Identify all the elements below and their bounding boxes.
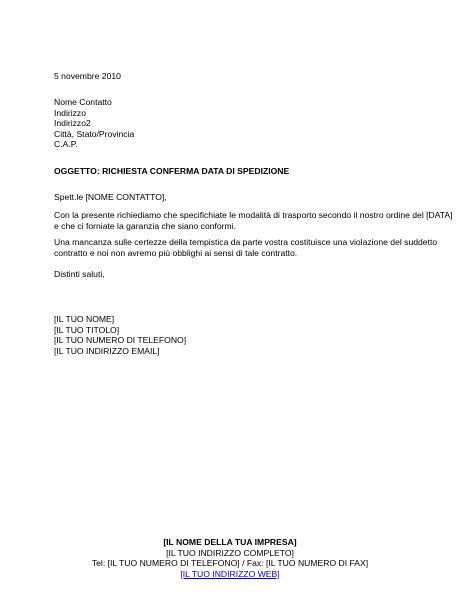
signature-title: [IL TUO TITOLO]	[54, 324, 120, 335]
subject-block	[54, 166, 414, 177]
recipient-city-state: Città, Stato/Provincia	[54, 128, 135, 139]
body-paragraph-2-line-2: contratto e noi non avremo più obblighi ai sensi di tale contratto.	[54, 247, 298, 258]
letter-closing: Distinti saluti,	[54, 269, 105, 279]
footer-address: [IL TUO INDIRIZZO COMPLETO]	[166, 547, 294, 558]
letter-subject: OGGETTO: RICHIESTA CONFERMA DATA DI SPEDIZIONE	[54, 166, 290, 176]
body-paragraph-2	[54, 237, 438, 258]
footer-contact-line: Tel: [IL TUO NUMERO DI TELEFONO] / Fax: [IL TUO NUMERO DI FAX]	[91, 558, 369, 569]
body-paragraph-1-line-1: Con la presente richiediamo che specifichiate le modalità di trasporto secondo il nostro ordine del [DATA]	[54, 210, 453, 220]
signature-email: [IL TUO INDIRIZZO EMAIL]	[54, 345, 160, 356]
signature-name: [IL TUO NOME]	[54, 314, 115, 324]
letter-salutation: Spett.le [NOME CONTATTO],	[54, 192, 167, 202]
recipient-address-block	[54, 97, 414, 150]
closing-block	[54, 269, 414, 280]
recipient-address2: Indirizzo2	[54, 118, 91, 129]
salutation-block	[54, 192, 414, 203]
signature-block	[54, 314, 414, 356]
recipient-contact-name: Nome Contatto	[54, 97, 112, 107]
footer-company-name: [IL NOME DELLA TUA IMPRESA]	[163, 537, 297, 547]
body-paragraph-2-line-1: Una mancanza sulle certezze della tempistica da parte vostra costituisce una violazione del suddetto	[54, 237, 438, 247]
letter-date: 5 novembre 2010	[54, 71, 121, 81]
company-footer	[0, 537, 460, 579]
footer-website-link[interactable]: [IL TUO INDIRIZZO WEB]	[180, 568, 280, 579]
recipient-zip: C.A.P.	[54, 139, 78, 150]
recipient-address: Indirizzo	[54, 107, 86, 118]
signature-phone: [IL TUO NUMERO DI TELEFONO]	[54, 335, 187, 346]
letter-date-block	[54, 71, 414, 82]
body-paragraph-1-line-2: e che ci forniate la garanzia che siano conformi.	[54, 220, 237, 231]
body-paragraph-1	[54, 210, 453, 231]
